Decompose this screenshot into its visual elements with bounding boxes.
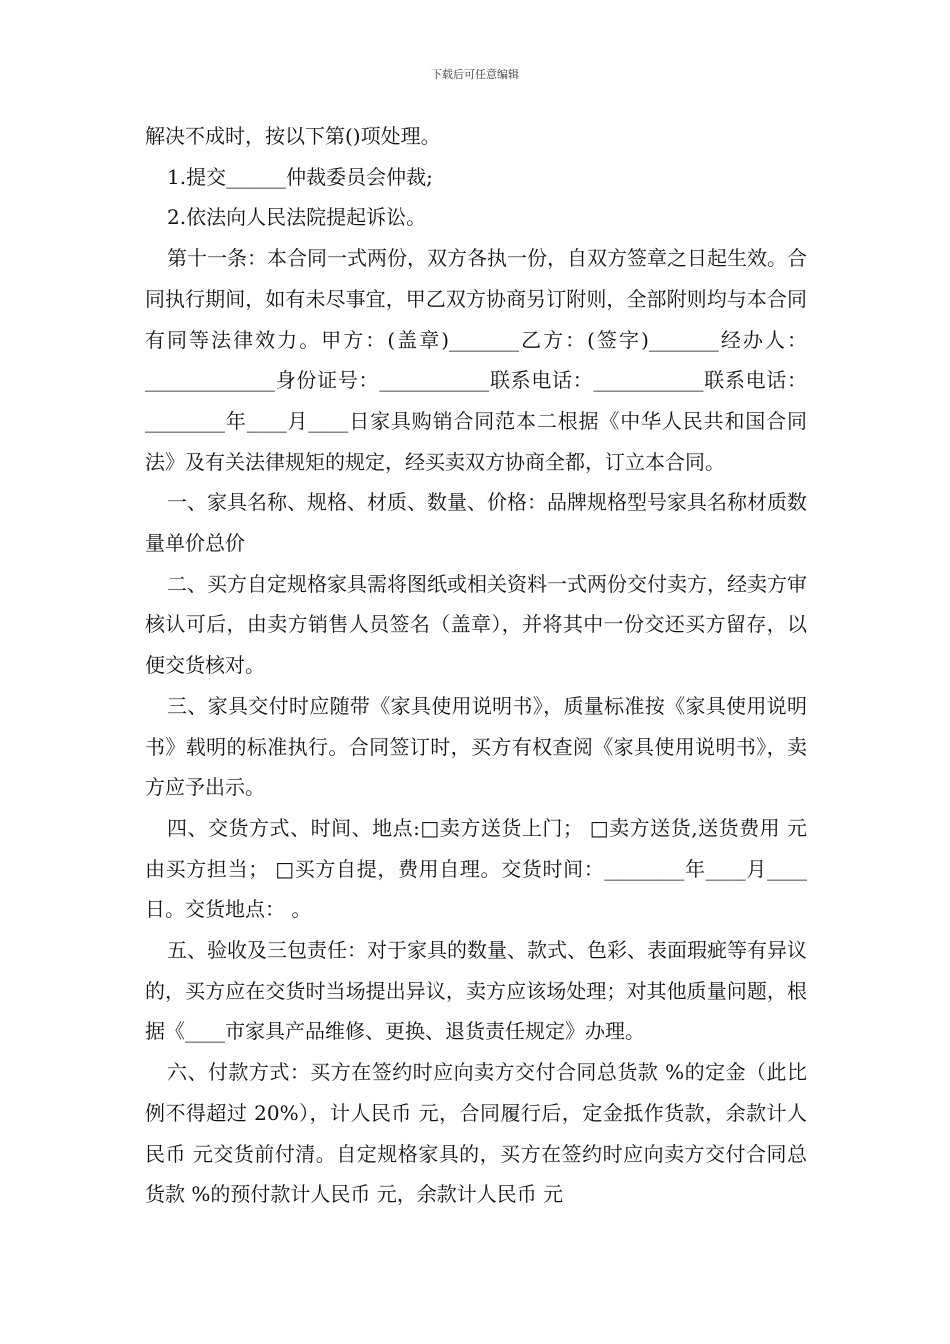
paragraph-arbitration-option: 1.提交______仲裁委员会仲裁; bbox=[167, 164, 433, 189]
paragraph-section-5: 五、验收及三包责任：对于家具的数量、款式、色彩、表面瑕疵等有异议的，买方应在交货时当场提出异议，卖方应该场处理；对其他质量问题，根据《____市家具产品维修、更换、退货责任规定》办理。 bbox=[145, 938, 807, 1044]
paragraph-section-1: 一、家具名称、规格、材质、数量、价格：品牌规格型号家具名称材质数量单价总价 bbox=[145, 490, 807, 556]
paragraph-article-11: 第十一条：本合同一式两份，双方各执一份，自双方签章之日起生效。合同执行期间，如有未尽事宜，甲乙双方协商另订附则，全部附则均与本合同有同等法律效力。甲方：(盖章)_______乙方：(签字)_______经办人：_____________身份证号：___________联系电话：___________联系电话：________年____月____日家具购销合同范本二根据《中华人民共和国合同法》及有关法律规矩的规定，经买卖双方协商全都，订立本合同。 bbox=[145, 246, 807, 474]
page-header-note: 下载后可任意编辑 bbox=[431, 68, 519, 81]
paragraph-dispute-intro: 解决不成时，按以下第()项处理。 bbox=[145, 124, 441, 148]
paragraph-section-6: 六、付款方式：买方在签约时应向卖方交付合同总货款 %的定金（此比例不得超过 20%），计人民币 元，合同履行后，定金抵作货款，余款计人民币 元交货前付清。自定规格家具的，买方在签约时应向卖方交付合同总货款 %的预付款计人民币 元，余款计人民币 元 bbox=[145, 1060, 807, 1207]
paragraph-section-2: 二、买方自定规格家具需将图纸或相关资料一式两份交付卖方，经卖方审核认可后，由卖方销售人员签名（盖章），并将其中一份交还买方留存，以便交货核对。 bbox=[145, 571, 807, 678]
document-body bbox=[145, 116, 807, 1215]
paragraph-section-4: 四、交货方式、时间、地点:□卖方送货上门； □卖方送货,送货费用 元由买方担当； □买方自提，费用自理。交货时间：________年____月____日。交货地点： 。 bbox=[145, 815, 807, 922]
paragraph-litigation-option: 2.依法向人民法院提起诉讼。 bbox=[167, 205, 427, 230]
paragraph-section-3: 三、家具交付时应随带《家具使用说明书》，质量标准按《家具使用说明书》载明的标准执行。合同签订时，买方有权查阅《家具使用说明书》，卖方应予出示。 bbox=[145, 693, 807, 800]
